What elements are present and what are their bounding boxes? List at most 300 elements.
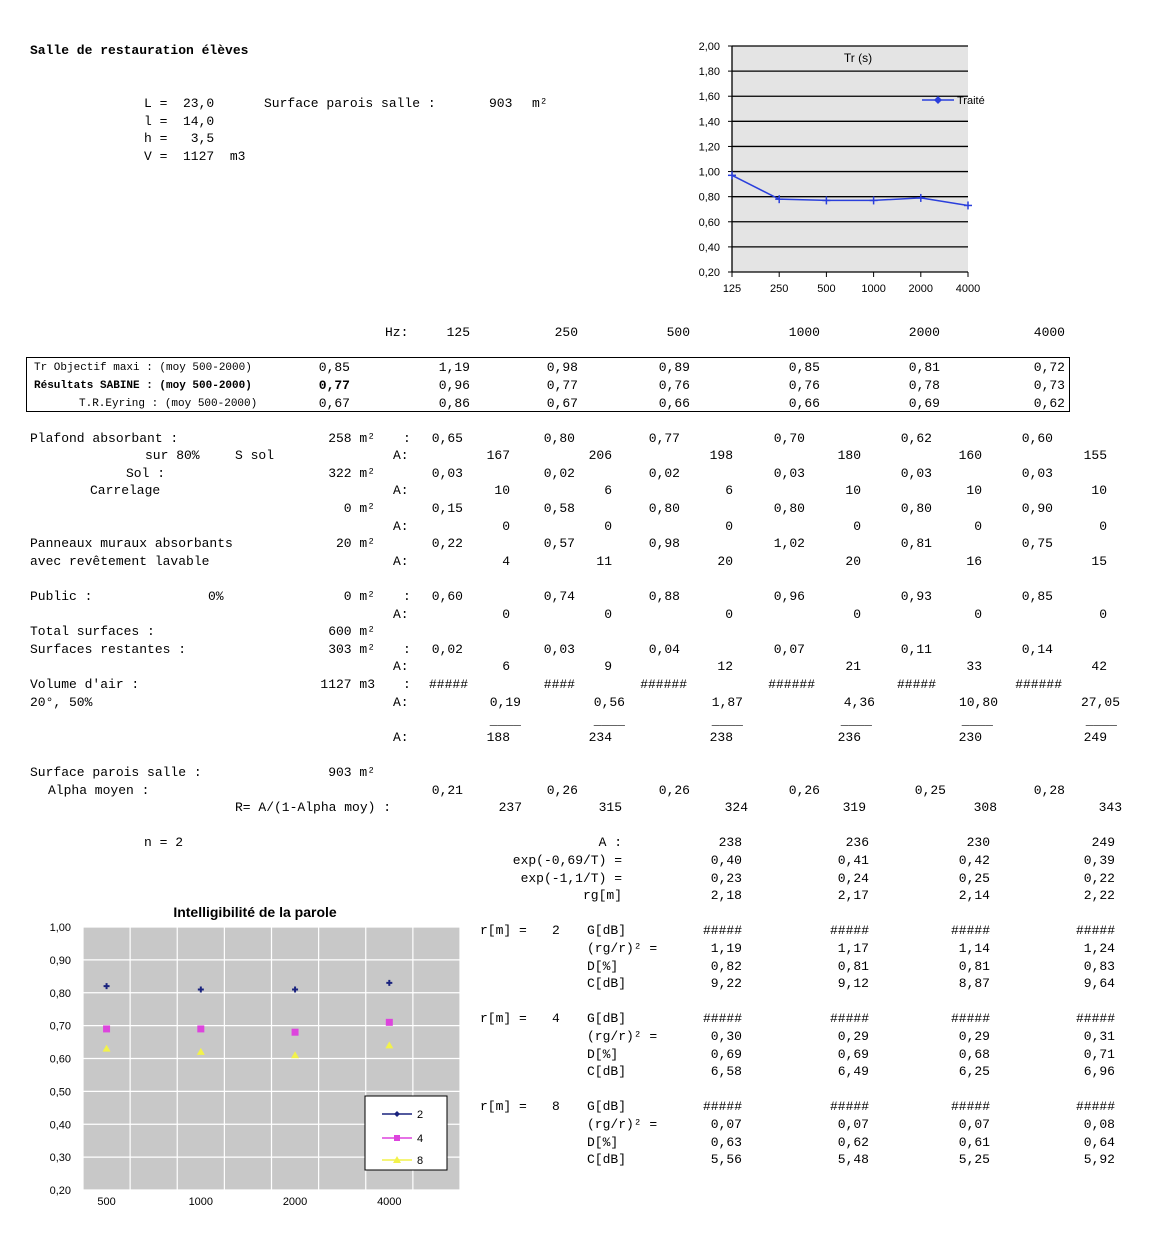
intel-G: ##### bbox=[829, 1011, 869, 1026]
intel-G: ##### bbox=[950, 923, 990, 938]
plafond-alpha: 0,77 bbox=[648, 431, 680, 446]
alpha-moyen: 0,26 bbox=[658, 783, 690, 798]
total-value: 600 m² bbox=[328, 624, 375, 639]
sabine-value: 0,76 bbox=[788, 378, 820, 393]
hz-value: 500 bbox=[666, 325, 690, 340]
sum-absorption: 230 bbox=[958, 730, 982, 745]
eyring-value: 0,66 bbox=[658, 396, 690, 411]
sabine-value: 0,73 bbox=[1033, 378, 1065, 393]
intel-C: 9,22 bbox=[710, 976, 742, 991]
dim-width: l = 14,0 bbox=[144, 114, 215, 129]
sum-absorption: 188 bbox=[486, 730, 510, 745]
hz-value: 2000 bbox=[908, 325, 940, 340]
rest-alpha: 0,04 bbox=[648, 642, 680, 657]
surface-unit: m² bbox=[532, 96, 548, 111]
alpha-moyen: 0,21 bbox=[431, 783, 463, 798]
intel-G: ##### bbox=[702, 1099, 742, 1114]
parois-label: Surface parois salle : bbox=[30, 765, 202, 780]
r-value: 237 bbox=[498, 800, 522, 815]
panneaux-absorption: 16 bbox=[966, 554, 982, 569]
intel-ratio: 0,07 bbox=[958, 1117, 990, 1132]
series-4-point bbox=[103, 1025, 110, 1032]
rest-absorption: 6 bbox=[502, 659, 510, 674]
intel-D: 0,69 bbox=[710, 1047, 742, 1062]
plafond-alpha: 0,70 bbox=[773, 431, 805, 446]
x-tick-label: 500 bbox=[97, 1196, 116, 1208]
intel-ratio: 1,14 bbox=[958, 941, 990, 956]
intel-C: 5,56 bbox=[710, 1152, 742, 1167]
a-label: A: bbox=[393, 695, 409, 710]
alpha-moyen: 0,25 bbox=[914, 783, 946, 798]
intel-G: ##### bbox=[702, 923, 742, 938]
intel-rg: 2,18 bbox=[710, 888, 742, 903]
y-tick-label: 0,80 bbox=[49, 987, 71, 1000]
x-tick-label: 1000 bbox=[861, 283, 886, 295]
intel-G: ##### bbox=[1075, 1011, 1115, 1026]
intel-D: 0,63 bbox=[710, 1135, 742, 1150]
intel-ratio: 0,07 bbox=[837, 1117, 869, 1132]
a-label: A: bbox=[393, 519, 409, 534]
objectif-value: 0,98 bbox=[546, 360, 578, 375]
panneaux-label: Panneaux muraux absorbants bbox=[30, 536, 233, 551]
objectif-value: 0,72 bbox=[1033, 360, 1065, 375]
a-label: A: bbox=[393, 554, 409, 569]
x-tick-label: 250 bbox=[770, 283, 789, 295]
series-4-point bbox=[292, 1029, 299, 1036]
colon-mark: : bbox=[403, 642, 411, 657]
sol-alpha: 0,02 bbox=[648, 466, 680, 481]
intel-exp2: 0,23 bbox=[710, 871, 742, 886]
objectif-value: 0,89 bbox=[658, 360, 690, 375]
sol-alpha: 0,03 bbox=[900, 466, 932, 481]
intel-exp1: 0,42 bbox=[958, 853, 990, 868]
air-hash: ###### bbox=[640, 677, 687, 692]
objectif-avg: 0,85 bbox=[318, 360, 350, 375]
intel-row-label: C[dB] bbox=[587, 1152, 627, 1167]
air-hash: ###### bbox=[768, 677, 815, 692]
dim-length: L = 23,0 bbox=[144, 96, 215, 111]
intel-ratio: 0,29 bbox=[837, 1029, 869, 1044]
x-tick-label: 4000 bbox=[377, 1196, 402, 1208]
total-label: Total surfaces : bbox=[30, 624, 155, 639]
blank-absorption: 0 bbox=[853, 519, 861, 534]
blank-alpha: 0,80 bbox=[773, 501, 805, 516]
plot-area bbox=[732, 46, 968, 272]
y-tick-label: 0,50 bbox=[49, 1086, 71, 1099]
panneaux-surface: 20 m² bbox=[335, 536, 375, 551]
intel-G: ##### bbox=[950, 1011, 990, 1026]
intel-D: 0,69 bbox=[837, 1047, 869, 1062]
intel-G: ##### bbox=[829, 923, 869, 938]
intel-C: 8,87 bbox=[958, 976, 990, 991]
blank-alpha: 0,15 bbox=[431, 501, 463, 516]
panneaux-absorption: 11 bbox=[596, 554, 612, 569]
intel-rg: 2,17 bbox=[837, 888, 869, 903]
panneaux-alpha: 0,22 bbox=[431, 536, 463, 551]
intel-D: 0,68 bbox=[958, 1047, 990, 1062]
sum-absorption: 236 bbox=[837, 730, 861, 745]
a-label: A: bbox=[393, 483, 409, 498]
intel-row-label: G[dB] bbox=[587, 923, 627, 938]
intel-ratio: 1,19 bbox=[710, 941, 742, 956]
sum-underline: ____ bbox=[961, 713, 993, 728]
public-absorption: 0 bbox=[974, 607, 982, 622]
intel-C: 5,48 bbox=[837, 1152, 869, 1167]
plafond-absorption: 160 bbox=[958, 448, 982, 463]
plafond-alpha: 0,65 bbox=[431, 431, 463, 446]
panneaux-absorption: 20 bbox=[845, 554, 861, 569]
intel-A: 249 bbox=[1091, 835, 1115, 850]
r-value: 324 bbox=[724, 800, 748, 815]
intel-D: 0,61 bbox=[958, 1135, 990, 1150]
public-absorption: 0 bbox=[502, 607, 510, 622]
intel-row-label: G[dB] bbox=[587, 1099, 627, 1114]
blank-absorption: 0 bbox=[974, 519, 982, 534]
intel-C: 6,96 bbox=[1083, 1064, 1115, 1079]
air-absorption: 0,56 bbox=[593, 695, 625, 710]
air-absorption: 0,19 bbox=[489, 695, 521, 710]
blank-absorption: 0 bbox=[1099, 519, 1107, 534]
plafond-absorption: 198 bbox=[709, 448, 733, 463]
plafond-sub2: S sol bbox=[235, 448, 275, 463]
intel-exp2: 0,25 bbox=[958, 871, 990, 886]
eyring-avg: 0,67 bbox=[318, 396, 350, 411]
intel-exp1: 0,41 bbox=[837, 853, 869, 868]
plafond-label: Plafond absorbant : bbox=[30, 431, 179, 446]
rest-label: Surfaces restantes : bbox=[30, 642, 187, 657]
y-tick-label: 0,60 bbox=[698, 216, 720, 229]
public-alpha: 0,74 bbox=[543, 589, 575, 604]
hz-value: 125 bbox=[446, 325, 470, 340]
sol-absorption: 6 bbox=[725, 483, 733, 498]
alpha-moyen: 0,26 bbox=[788, 783, 820, 798]
sabine-avg: 0,77 bbox=[318, 378, 350, 393]
x-tick-label: 1000 bbox=[188, 1196, 214, 1208]
x-tick-label: 125 bbox=[722, 283, 742, 295]
legend-box bbox=[365, 1096, 447, 1170]
rest-absorption: 9 bbox=[604, 659, 612, 674]
public-alpha: 0,96 bbox=[773, 589, 805, 604]
intel-G: ##### bbox=[702, 1011, 742, 1026]
panneaux-alpha: 0,81 bbox=[900, 536, 932, 551]
x-tick-label: 2000 bbox=[282, 1196, 308, 1208]
public-absorption: 0 bbox=[604, 607, 612, 622]
y-tick-label: 0,20 bbox=[49, 1185, 71, 1197]
air-label: Volume d'air : bbox=[30, 677, 140, 692]
surface-value: 903 bbox=[489, 96, 513, 111]
intel-row-label: (rg/r)² = bbox=[587, 1117, 658, 1132]
eyring-value: 0,69 bbox=[908, 396, 940, 411]
sol-sub: Carrelage bbox=[90, 483, 161, 498]
rest-absorption: 33 bbox=[966, 659, 982, 674]
sabine-value: 0,77 bbox=[546, 378, 578, 393]
rest-alpha: 0,14 bbox=[1021, 642, 1053, 657]
sum-absorption: 234 bbox=[588, 730, 612, 745]
plafond-alpha: 0,60 bbox=[1021, 431, 1053, 446]
intel-exp1: 0,39 bbox=[1083, 853, 1115, 868]
air-hash: ##### bbox=[896, 677, 936, 692]
intel-D: 0,83 bbox=[1083, 959, 1115, 974]
public-pct: 0% bbox=[208, 589, 224, 604]
intel-G: ##### bbox=[1075, 923, 1115, 938]
public-absorption: 0 bbox=[853, 607, 861, 622]
intel-G: ##### bbox=[829, 1099, 869, 1114]
r-value: 308 bbox=[973, 800, 997, 815]
rest-alpha: 0,03 bbox=[543, 642, 575, 657]
air-value: 1127 m3 bbox=[320, 677, 375, 692]
plafond-sub: sur 80% bbox=[145, 448, 200, 463]
blank-absorption: 0 bbox=[604, 519, 612, 534]
y-tick-label: 0,80 bbox=[698, 191, 720, 204]
colon-mark: : bbox=[403, 589, 411, 604]
intel-G: ##### bbox=[950, 1099, 990, 1114]
r-value: 4 bbox=[552, 1011, 560, 1026]
intel-ratio: 0,08 bbox=[1083, 1117, 1115, 1132]
dim-height: h = 3,5 bbox=[144, 131, 215, 146]
sabine-value: 0,78 bbox=[908, 378, 940, 393]
blank-alpha: 0,80 bbox=[900, 501, 932, 516]
rest-alpha: 0,07 bbox=[773, 642, 805, 657]
panneaux-alpha: 0,98 bbox=[648, 536, 680, 551]
public-surface: 0 m² bbox=[343, 589, 375, 604]
rest-absorption: 12 bbox=[717, 659, 733, 674]
sabine-value: 0,96 bbox=[438, 378, 470, 393]
sol-absorption: 10 bbox=[966, 483, 982, 498]
intel-A-label: A : bbox=[598, 835, 622, 850]
exp2-label: exp(-1,1/T) = bbox=[520, 871, 622, 886]
series-4-point bbox=[386, 1019, 393, 1026]
sabine-value: 0,76 bbox=[658, 378, 690, 393]
blank-absorption: 0 bbox=[725, 519, 733, 534]
sum-absorption: 238 bbox=[709, 730, 733, 745]
sol-absorption: 10 bbox=[845, 483, 861, 498]
eyring-value: 0,62 bbox=[1033, 396, 1065, 411]
blank-surface: 0 m² bbox=[343, 501, 375, 516]
hz-value: 1000 bbox=[788, 325, 820, 340]
sabine-label: Résultats SABINE : (moy 500-2000) bbox=[34, 380, 252, 392]
alpha-moyen: 0,26 bbox=[546, 783, 578, 798]
y-tick-label: 1,20 bbox=[698, 141, 720, 154]
plafond-absorption: 155 bbox=[1083, 448, 1107, 463]
intel-row-label: D[%] bbox=[587, 1135, 619, 1150]
y-tick-label: 0,20 bbox=[698, 267, 720, 279]
surface-label: Surface parois salle : bbox=[264, 96, 436, 111]
x-tick-label: 500 bbox=[817, 283, 836, 295]
r-label: r[m] = bbox=[480, 1011, 527, 1026]
a-label: A: bbox=[393, 607, 409, 622]
eyring-value: 0,86 bbox=[438, 396, 470, 411]
public-alpha: 0,60 bbox=[431, 589, 463, 604]
public-alpha: 0,93 bbox=[900, 589, 932, 604]
series-4-point bbox=[197, 1025, 204, 1032]
y-tick-label: 1,00 bbox=[698, 166, 720, 179]
sum-absorption: 249 bbox=[1083, 730, 1107, 745]
blank-absorption: 0 bbox=[502, 519, 510, 534]
rest-alpha: 0,11 bbox=[900, 642, 932, 657]
plafond-absorption: 206 bbox=[588, 448, 612, 463]
r-value: 343 bbox=[1098, 800, 1122, 815]
intel-ratio: 1,17 bbox=[837, 941, 869, 956]
a-label: A: bbox=[393, 448, 409, 463]
objectif-value: 0,85 bbox=[788, 360, 820, 375]
sum-underline: ____ bbox=[711, 713, 743, 728]
sol-absorption: 10 bbox=[494, 483, 510, 498]
intel-C: 5,92 bbox=[1083, 1152, 1115, 1167]
rest-absorption: 21 bbox=[845, 659, 861, 674]
public-absorption: 0 bbox=[725, 607, 733, 622]
y-tick-label: 0,70 bbox=[49, 1020, 71, 1033]
eyring-label: T.R.Eyring : (moy 500-2000) bbox=[79, 398, 258, 410]
intel-D: 0,62 bbox=[837, 1135, 869, 1150]
alpha-label: Alpha moyen : bbox=[48, 783, 150, 798]
hz-label: Hz: bbox=[385, 325, 409, 340]
r-label: r[m] = bbox=[480, 923, 527, 938]
intel-C: 5,25 bbox=[958, 1152, 990, 1167]
air-hash: #### bbox=[543, 677, 575, 692]
n-value: n = 2 bbox=[144, 835, 184, 850]
y-tick-label: 1,00 bbox=[49, 922, 71, 934]
dim-volume: V = 1127 m3 bbox=[144, 149, 246, 164]
rest-value: 303 m² bbox=[328, 642, 375, 657]
plafond-alpha: 0,62 bbox=[900, 431, 932, 446]
r-formula-label: R= A/(1-Alpha moy) : bbox=[235, 800, 392, 815]
colon-mark: : bbox=[403, 677, 411, 692]
air-absorption: 4,36 bbox=[843, 695, 875, 710]
air-absorption: 1,87 bbox=[711, 695, 743, 710]
rest-absorption: 42 bbox=[1091, 659, 1107, 674]
eyring-value: 0,67 bbox=[546, 396, 578, 411]
r-label: r[m] = bbox=[480, 1099, 527, 1114]
y-tick-label: 0,60 bbox=[49, 1053, 71, 1066]
chart-title: Tr (s) bbox=[843, 51, 873, 65]
intel-ratio: 0,07 bbox=[710, 1117, 742, 1132]
eyring-value: 0,66 bbox=[788, 396, 820, 411]
panneaux-absorption: 15 bbox=[1091, 554, 1107, 569]
intel-C: 6,58 bbox=[710, 1064, 742, 1079]
r-value: 315 bbox=[598, 800, 622, 815]
air-absorption: 10,80 bbox=[958, 695, 998, 710]
intel-row-label: C[dB] bbox=[587, 1064, 627, 1079]
sol-surface: 322 m² bbox=[328, 466, 375, 481]
public-alpha: 0,88 bbox=[648, 589, 680, 604]
y-tick-label: 1,60 bbox=[698, 91, 720, 104]
y-tick-label: 1,40 bbox=[698, 116, 720, 129]
sol-alpha: 0,02 bbox=[543, 466, 575, 481]
sol-absorption: 10 bbox=[1091, 483, 1107, 498]
public-absorption: 0 bbox=[1099, 607, 1107, 622]
air-cond: 20°, 50% bbox=[30, 695, 93, 710]
intel-G: ##### bbox=[1075, 1099, 1115, 1114]
intel-D: 0,64 bbox=[1083, 1135, 1115, 1150]
intel-exp2: 0,22 bbox=[1083, 871, 1115, 886]
sol-alpha: 0,03 bbox=[431, 466, 463, 481]
intel-ratio: 0,29 bbox=[958, 1029, 990, 1044]
intel-rg: 2,14 bbox=[958, 888, 990, 903]
chart-title: Intelligibilité de la parole bbox=[173, 904, 337, 920]
sol-label: Sol : bbox=[126, 466, 166, 481]
blank-alpha: 0,90 bbox=[1021, 501, 1053, 516]
y-tick-label: 0,40 bbox=[698, 241, 720, 254]
intel-A: 238 bbox=[718, 835, 742, 850]
objectif-value: 1,19 bbox=[438, 360, 470, 375]
intel-C: 9,64 bbox=[1083, 976, 1115, 991]
y-tick-label: 1,80 bbox=[698, 66, 720, 79]
intel-exp2: 0,24 bbox=[837, 871, 869, 886]
intel-exp1: 0,40 bbox=[710, 853, 742, 868]
legend-marker bbox=[394, 1135, 400, 1141]
legend-label: 2 bbox=[417, 1109, 424, 1121]
panneaux-alpha: 0,57 bbox=[543, 536, 575, 551]
parois-value: 903 m² bbox=[328, 765, 375, 780]
y-tick-label: 0,90 bbox=[49, 954, 71, 967]
blank-alpha: 0,80 bbox=[648, 501, 680, 516]
intel-A: 230 bbox=[966, 835, 990, 850]
alpha-moyen: 0,28 bbox=[1033, 783, 1065, 798]
intel-row-label: (rg/r)² = bbox=[587, 941, 658, 956]
a-label: A: bbox=[393, 659, 409, 674]
panneaux-absorption: 4 bbox=[502, 554, 510, 569]
intel-ratio: 0,30 bbox=[710, 1029, 742, 1044]
sol-absorption: 6 bbox=[604, 483, 612, 498]
sum-underline: ____ bbox=[593, 713, 625, 728]
hz-value: 4000 bbox=[1033, 325, 1065, 340]
objectif-value: 0,81 bbox=[908, 360, 940, 375]
intel-row-label: (rg/r)² = bbox=[587, 1029, 658, 1044]
intel-rg: 2,22 bbox=[1083, 888, 1115, 903]
x-tick-label: 4000 bbox=[955, 283, 981, 295]
panneaux-alpha: 1,02 bbox=[773, 536, 805, 551]
blank-alpha: 0,58 bbox=[543, 501, 575, 516]
y-tick-label: 0,40 bbox=[49, 1119, 71, 1132]
hz-value: 250 bbox=[554, 325, 578, 340]
public-alpha: 0,85 bbox=[1021, 589, 1053, 604]
plafond-alpha: 0,80 bbox=[543, 431, 575, 446]
page-title: Salle de restauration élèves bbox=[30, 43, 249, 58]
intelligibility-chart bbox=[30, 900, 475, 1208]
air-absorption: 27,05 bbox=[1080, 695, 1120, 710]
intel-D: 0,81 bbox=[837, 959, 869, 974]
plafond-absorption: 180 bbox=[837, 448, 861, 463]
sol-alpha: 0,03 bbox=[1021, 466, 1053, 481]
legend-label: Traité bbox=[957, 95, 985, 107]
y-tick-label: 0,30 bbox=[49, 1152, 71, 1165]
objectif-label: Tr Objectif maxi : (moy 500-2000) bbox=[34, 362, 252, 374]
colon-mark: : bbox=[403, 431, 411, 446]
air-hash: ##### bbox=[428, 677, 468, 692]
y-tick-label: 2,00 bbox=[698, 41, 720, 53]
intel-row-label: G[dB] bbox=[587, 1011, 627, 1026]
intel-ratio: 0,31 bbox=[1083, 1029, 1115, 1044]
intel-D: 0,81 bbox=[958, 959, 990, 974]
legend-label: 4 bbox=[417, 1133, 424, 1145]
panneaux-alpha: 0,75 bbox=[1021, 536, 1053, 551]
intel-C: 9,12 bbox=[837, 976, 869, 991]
intel-C: 6,25 bbox=[958, 1064, 990, 1079]
r-value: 2 bbox=[552, 923, 560, 938]
sum-underline: ____ bbox=[489, 713, 521, 728]
panneaux-sub: avec revêtement lavable bbox=[30, 554, 210, 569]
intel-ratio: 1,24 bbox=[1083, 941, 1115, 956]
intel-row-label: D[%] bbox=[587, 1047, 619, 1062]
intel-C: 6,49 bbox=[837, 1064, 869, 1079]
a-label: A: bbox=[393, 730, 409, 745]
air-hash: ###### bbox=[1015, 677, 1062, 692]
legend-label: 8 bbox=[417, 1155, 424, 1167]
panneaux-absorption: 20 bbox=[717, 554, 733, 569]
x-tick-label: 2000 bbox=[908, 283, 934, 295]
sol-alpha: 0,03 bbox=[773, 466, 805, 481]
intel-D: 0,82 bbox=[710, 959, 742, 974]
